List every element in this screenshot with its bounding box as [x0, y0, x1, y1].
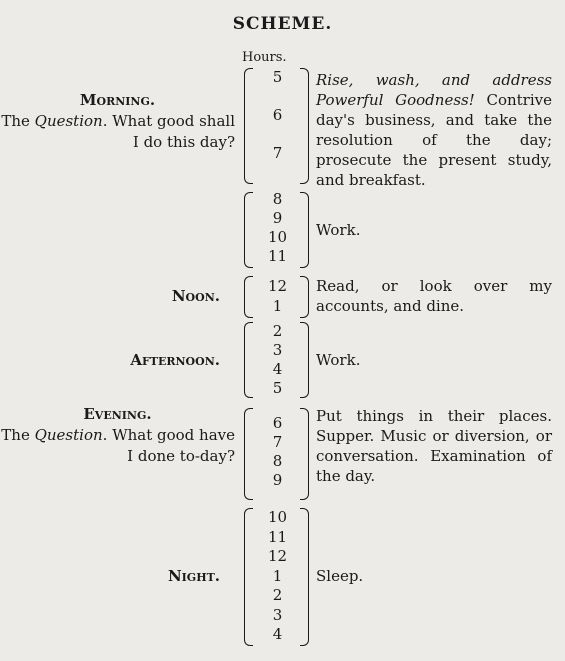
period-night: Night. — [167, 567, 220, 585]
morning-label-block — [0, 90, 235, 153]
row-morning — [0, 68, 565, 189]
hour: 11 — [267, 527, 288, 546]
activity-noon: Read, or look over my accounts, and dine. — [316, 277, 552, 315]
activity-morning: Rise, wash, and address Powerful Goodness! Contrive day's business, and take the resolution of the day; prosecute the present study, and breakfast. — [316, 71, 552, 189]
hour: 12 — [267, 547, 288, 565]
hour: 1 — [272, 297, 283, 315]
brace-right — [300, 68, 309, 184]
brace-left — [244, 276, 253, 318]
brace-left — [244, 508, 253, 646]
afternoon-label-block — [130, 350, 220, 371]
hours-header: Hours. — [242, 50, 287, 65]
period-afternoon: Afternoon. — [130, 351, 220, 369]
row-noon — [0, 276, 565, 318]
activity-work-morning: Work. — [316, 221, 361, 239]
hours-noon — [255, 276, 300, 316]
hour: 5 — [272, 379, 283, 397]
brace-left — [244, 192, 253, 268]
brace-right — [300, 192, 309, 268]
brace-right — [300, 322, 309, 398]
period-noon: Noon. — [171, 287, 220, 305]
brace-left — [244, 408, 253, 500]
hour: 7 — [272, 144, 283, 162]
hour: 10 — [267, 228, 288, 246]
hour: 11 — [267, 247, 288, 265]
hours-work-morning — [255, 190, 300, 266]
noon-label-block — [172, 286, 220, 307]
hour: 6 — [272, 106, 283, 124]
activity-night: Sleep. — [316, 567, 364, 585]
brace-right — [300, 276, 309, 318]
brace-right — [300, 408, 309, 500]
hour: 8 — [272, 190, 283, 208]
hour: 7 — [272, 433, 283, 451]
hour: 9 — [272, 209, 283, 227]
row-evening — [0, 405, 565, 500]
brace-left — [244, 322, 253, 398]
morning-question: The Question. What good shall I do this day? — [1, 112, 235, 151]
hour: 10 — [267, 508, 288, 526]
activity-evening: Put things in their places. Supper. Music or diversion, or conversation. Examination of the day. — [316, 407, 552, 485]
hour: 5 — [272, 68, 283, 86]
hour: 3 — [272, 341, 283, 359]
period-evening: Evening. — [83, 405, 152, 423]
hour: 4 — [272, 360, 283, 378]
brace-left — [244, 68, 253, 184]
night-label-block — [168, 566, 220, 587]
hour: 6 — [272, 414, 283, 432]
row-afternoon — [0, 322, 565, 398]
evening-label-block — [0, 404, 235, 467]
hours-night — [255, 508, 300, 645]
hour: 1 — [272, 566, 283, 585]
hour: 3 — [272, 605, 283, 624]
hour: 2 — [272, 322, 283, 340]
hour: 8 — [272, 452, 283, 470]
hour: 4 — [272, 625, 283, 643]
evening-question: The Question. What good have I done to-day? — [1, 426, 235, 465]
hours-evening — [255, 414, 300, 490]
period-morning: Morning. — [79, 91, 156, 109]
hour: 12 — [267, 277, 288, 295]
scheme-title: SCHEME. — [232, 14, 333, 34]
hours-morning — [255, 68, 300, 162]
hours-afternoon — [255, 322, 300, 398]
hour: 2 — [272, 586, 283, 604]
hour: 9 — [272, 471, 283, 489]
row-work-morning — [0, 192, 565, 268]
row-night — [0, 508, 565, 646]
activity-afternoon: Work. — [316, 351, 361, 369]
brace-right — [300, 508, 309, 646]
